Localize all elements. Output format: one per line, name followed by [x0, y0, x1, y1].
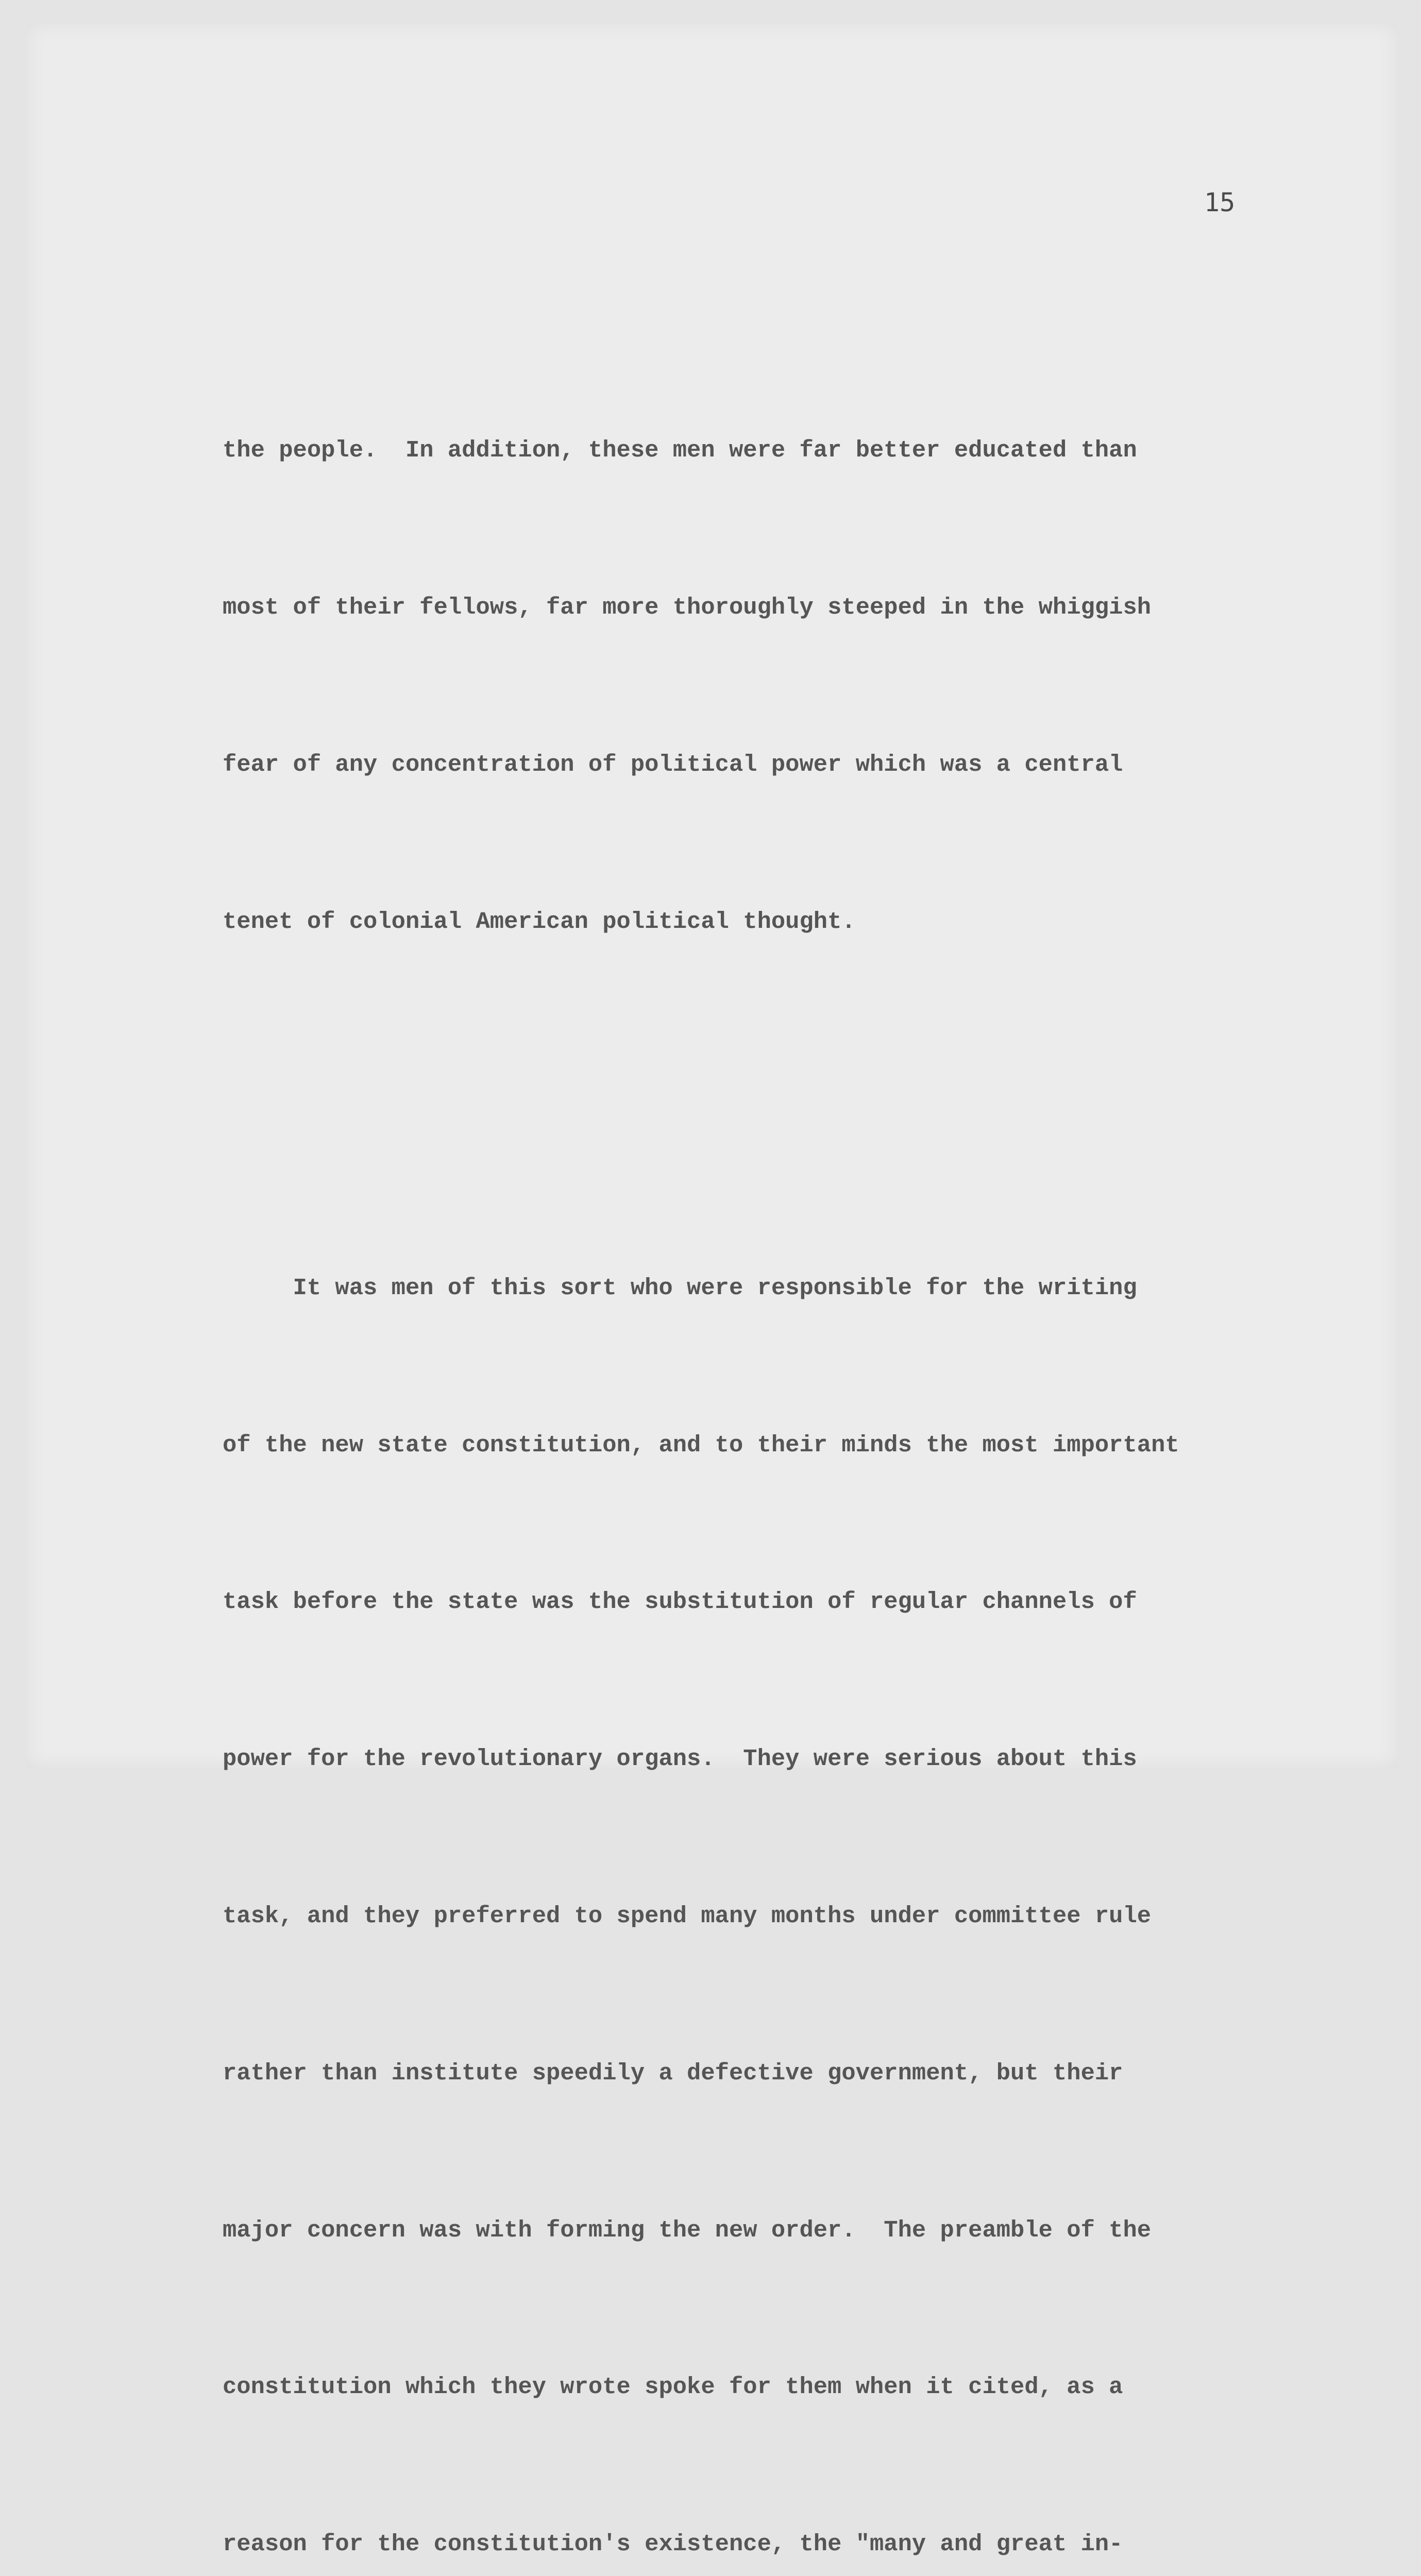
text-line: tenet of colonial American political thought.: [223, 908, 856, 935]
text-line: of the new state constitution, and to their minds the most important: [223, 1431, 1179, 1459]
text-line: reason for the constitution's existence, the "many and great in-: [223, 2531, 1123, 2558]
text-line: task, and they preferred to spend many months under committee rule: [223, 1903, 1152, 1929]
body-text: [223, 215, 1243, 2576]
text-line: task before the state was the substitution of regular channels of: [223, 1588, 1137, 1616]
text-line: It was men of this sort who were responsible for the writing: [223, 1274, 1137, 1301]
text-line: power for the revolutionary organs. They were serious about this: [223, 1745, 1137, 1773]
text-line: constitution which they wrote spoke for them when it cited, as a: [223, 2374, 1123, 2401]
text-line: major concern was with forming the new order. The preamble of the: [223, 2216, 1152, 2244]
text-line: rather than institute speedily a defective government, but their: [223, 2059, 1123, 2087]
text-line: most of their fellows, far more thoroughly steeped in the whiggish: [223, 594, 1152, 621]
paragraph-1: [223, 320, 1243, 1053]
text-line: the people. In addition, these men were far better educated than: [223, 437, 1137, 464]
text-line: fear of any concentration of political power which was a central: [223, 751, 1123, 778]
page-number: 15: [1204, 188, 1236, 217]
paragraph-2: [223, 1158, 1243, 2576]
